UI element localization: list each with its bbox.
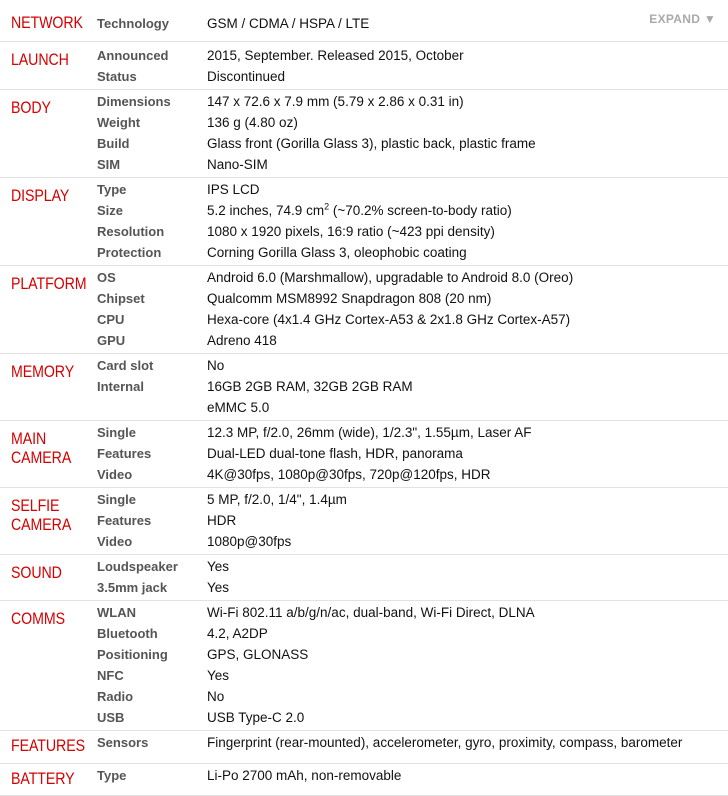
spec-row: [0, 577, 728, 598]
section-body: [0, 90, 728, 178]
spec-value: 2015, September. Released 2015, October: [207, 48, 464, 63]
spec-row: [0, 765, 728, 786]
section-selfie-camera: [0, 488, 728, 555]
spec-value: 1080p@30fps: [207, 534, 292, 549]
spec-value: Yes: [207, 580, 230, 595]
spec-label[interactable]: Loudspeaker: [97, 559, 178, 574]
spec-row: [0, 376, 728, 397]
spec-value: No: [207, 689, 225, 704]
spec-row: [0, 133, 728, 154]
spec-label[interactable]: Build: [97, 136, 130, 151]
section-heading-line: PLATFORM: [11, 275, 87, 293]
spec-row: [0, 91, 728, 112]
section-memory: [0, 354, 728, 421]
spec-value: 5 MP, f/2.0, 1/4", 1.4µm: [207, 492, 347, 507]
spec-row: [0, 200, 728, 221]
spec-label[interactable]: Positioning: [97, 647, 168, 662]
spec-row: [0, 623, 728, 644]
section-heading-line: COMMS: [11, 610, 65, 628]
spec-label[interactable]: Card slot: [97, 358, 154, 373]
spec-value: GPS, GLONASS: [207, 647, 309, 662]
section-heading-line: BODY: [11, 99, 51, 117]
spec-value: Yes: [207, 668, 230, 683]
spec-label[interactable]: Protection: [97, 245, 162, 260]
spec-value: Corning Gorilla Glass 3, oleophobic coating: [207, 245, 467, 260]
spec-value: 5.2 inches, 74.9 $cm^2$ (~70.2% screen-to-body ratio): [207, 201, 512, 218]
section-network: [0, 0, 728, 42]
spec-row: [0, 154, 728, 175]
spec-value: 16GB 2GB RAM, 32GB 2GB RAM: [207, 379, 413, 394]
spec-value: Glass front (Gorilla Glass 3), plastic back, plastic frame: [207, 136, 536, 151]
spec-label[interactable]: Single: [97, 492, 137, 507]
section-display: [0, 178, 728, 266]
spec-value: 12.3 MP, f/2.0, 26mm (wide), 1/2.3", 1.55µm, Laser AF: [207, 425, 532, 440]
spec-label[interactable]: Weight: [97, 115, 141, 130]
section-heading-line: CAMERA: [11, 516, 72, 534]
spec-row: [0, 556, 728, 577]
spec-row: [0, 267, 728, 288]
spec-value: Fingerprint (rear-mounted), accelerometer, gyro, proximity, compass, barometer: [207, 735, 683, 750]
section-heading-line: MAIN: [11, 430, 47, 448]
section-heading-line: NETWORK: [11, 14, 83, 32]
section-heading-line: SELFIE: [11, 497, 60, 515]
spec-label[interactable]: Internal: [97, 379, 144, 394]
spec-value: Discontinued: [207, 69, 286, 84]
spec-row: [0, 510, 728, 531]
spec-row: [0, 531, 728, 552]
spec-label[interactable]: GPU: [97, 333, 126, 348]
section-heading-line: MEMORY: [11, 363, 75, 381]
spec-value: HDR: [207, 513, 237, 528]
spec-value: Yes: [207, 559, 230, 574]
section-launch: [0, 42, 728, 90]
spec-label[interactable]: Size: [97, 203, 124, 218]
section-platform: [0, 266, 728, 354]
spec-label[interactable]: Type: [97, 182, 127, 197]
spec-label[interactable]: NFC: [97, 668, 124, 683]
spec-label[interactable]: Features: [97, 513, 152, 528]
spec-value: Adreno 418: [207, 333, 277, 348]
spec-row: [0, 686, 728, 707]
spec-label[interactable]: Technology: [97, 16, 169, 31]
section-heading-line: FEATURES: [11, 737, 85, 755]
spec-row: [0, 288, 728, 309]
spec-value: Android 6.0 (Marshmallow), upgradable to Android 8.0 (Oreo): [207, 270, 574, 285]
spec-value: No: [207, 358, 225, 373]
spec-value: USB Type-C 2.0: [207, 710, 305, 725]
spec-label[interactable]: OS: [97, 270, 116, 285]
spec-value: 1080 x 1920 pixels, 16:9 ratio (~423 ppi density): [207, 224, 495, 239]
spec-label[interactable]: Announced: [97, 48, 169, 63]
spec-row: [0, 397, 728, 418]
spec-value: IPS LCD: [207, 182, 260, 197]
spec-label[interactable]: SIM: [97, 157, 121, 172]
section-comms: [0, 601, 728, 731]
spec-label[interactable]: Single: [97, 425, 137, 440]
section-heading-line: BATTERY: [11, 770, 75, 788]
spec-row: [0, 242, 728, 263]
spec-row: [0, 732, 728, 753]
spec-label[interactable]: Dimensions: [97, 94, 171, 109]
spec-row: [0, 602, 728, 623]
section-heading-line: LAUNCH: [11, 51, 69, 69]
spec-row: [0, 13, 728, 34]
spec-row: [0, 422, 728, 443]
spec-value: 136 g (4.80 oz): [207, 115, 298, 130]
spec-label[interactable]: 3.5mm jack: [97, 580, 168, 595]
spec-row: [0, 665, 728, 686]
spec-value: 4.2, A2DP: [207, 626, 268, 641]
spec-row: [0, 489, 728, 510]
spec-label[interactable]: Video: [97, 467, 133, 482]
section-heading-line: SOUND: [11, 564, 62, 582]
spec-value: Dual-LED dual-tone flash, HDR, panorama: [207, 446, 463, 461]
spec-label[interactable]: Resolution: [97, 224, 165, 239]
spec-value: Hexa-core (4x1.4 GHz Cortex-A53 & 2x1.8 GHz Cortex-A57): [207, 312, 571, 327]
spec-label[interactable]: Chipset: [97, 291, 145, 306]
spec-row: [0, 309, 728, 330]
spec-label[interactable]: USB: [97, 710, 125, 725]
spec-row: [0, 66, 728, 87]
spec-label[interactable]: Status: [97, 69, 137, 84]
spec-label[interactable]: Bluetooth: [97, 626, 158, 641]
expand-button[interactable]: EXPAND ▼: [649, 12, 716, 26]
spec-value: Nano-SIM: [207, 157, 268, 172]
spec-label[interactable]: WLAN: [97, 605, 136, 620]
spec-value: Li-Po 2700 mAh, non-removable: [207, 768, 402, 783]
spec-label[interactable]: Features: [97, 446, 152, 461]
spec-value: 4K@30fps, 1080p@30fps, 720p@120fps, HDR: [207, 467, 491, 482]
spec-row: [0, 330, 728, 351]
spec-row: [0, 707, 728, 728]
spec-value: eMMC 5.0: [207, 400, 270, 415]
spec-label[interactable]: Type: [97, 768, 127, 783]
spec-value: GSM / CDMA / HSPA / LTE: [207, 16, 370, 31]
spec-value: Qualcomm MSM8992 Snapdragon 808 (20 nm): [207, 291, 492, 306]
spec-row: [0, 644, 728, 665]
section-sound: [0, 555, 728, 601]
section-heading-line: CAMERA: [11, 449, 72, 467]
spec-value: Wi-Fi 802.11 a/b/g/n/ac, dual-band, Wi-Fi Direct, DLNA: [207, 605, 535, 620]
spec-row: [0, 112, 728, 133]
spec-row: [0, 464, 728, 485]
spec-row: [0, 355, 728, 376]
spec-label[interactable]: Radio: [97, 689, 134, 704]
section-heading-line: DISPLAY: [11, 187, 70, 205]
section-battery: [0, 764, 728, 796]
spec-row: [0, 443, 728, 464]
section-main-camera: [0, 421, 728, 488]
spec-label[interactable]: Sensors: [97, 735, 149, 750]
spec-label[interactable]: Video: [97, 534, 133, 549]
spec-row: [0, 179, 728, 200]
spec-row: [0, 45, 728, 66]
spec-label[interactable]: CPU: [97, 312, 125, 327]
spec-value: 147 x 72.6 x 7.9 mm (5.79 x 2.86 x 0.31 in): [207, 94, 464, 109]
section-features: [0, 731, 728, 764]
spec-row: [0, 221, 728, 242]
